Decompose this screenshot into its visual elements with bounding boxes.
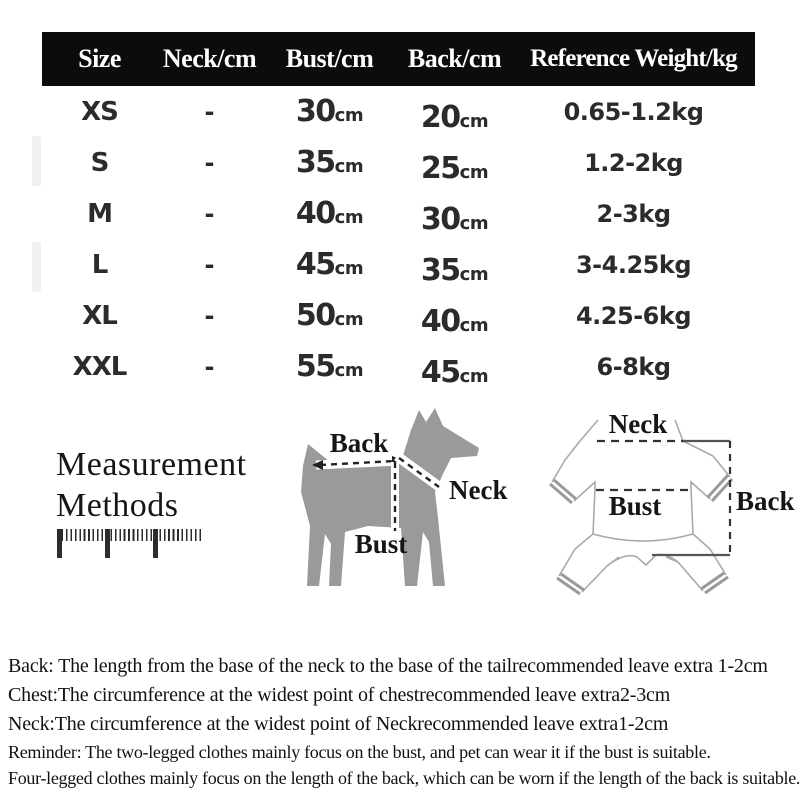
garment-back-label: Back	[736, 486, 795, 516]
row-neck: -	[204, 97, 215, 126]
measurement-notes	[8, 652, 800, 791]
note-back: Back: The length from the base of the neck to the base of the tailrecommended leave extra 1-2cm	[8, 655, 768, 677]
garment-bust-label: Bust	[608, 491, 662, 521]
row-bust: 30cm	[295, 94, 364, 129]
table-row	[42, 239, 755, 290]
row-weight: 0.65-1.2kg	[563, 97, 704, 126]
ruler-icon	[57, 529, 204, 559]
scan-artifact	[32, 242, 41, 292]
note-reminder: Reminder: The two-legged clothes mainly focus on the bust, and pet can wear it if the bust is suitable.	[8, 742, 711, 762]
header-weight: Reference Weight/kg	[530, 45, 737, 72]
header-bust: Bust/cm	[285, 44, 374, 73]
row-neck: -	[204, 148, 215, 177]
row-back: 20cm	[420, 100, 489, 135]
row-bust: 40cm	[295, 196, 364, 231]
dog-bust-label: Bust	[354, 529, 408, 559]
row-bust: 45cm	[295, 247, 364, 282]
table-row	[42, 290, 755, 341]
note-neck: Neck:The circumference at the widest point of Neckrecommended leave extra1-2cm	[8, 713, 669, 735]
row-size: XL	[82, 300, 117, 331]
row-size: L	[91, 249, 108, 280]
row-bust: 55cm	[295, 349, 364, 384]
table-row	[42, 188, 755, 239]
header-neck: Neck/cm	[162, 44, 257, 73]
measurement-methods-line1: Measurement	[56, 446, 247, 483]
row-back: 45cm	[420, 355, 489, 390]
row-back: 40cm	[420, 304, 489, 339]
table-row	[42, 86, 755, 137]
measurement-methods-title	[56, 444, 247, 526]
row-size: XS	[81, 96, 118, 127]
row-weight: 2-3kg	[596, 199, 671, 228]
row-back: 30cm	[420, 202, 489, 237]
row-back: 35cm	[420, 253, 489, 288]
row-size: XXL	[72, 351, 127, 382]
row-size: S	[90, 147, 109, 178]
row-weight: 6-8kg	[596, 352, 671, 381]
row-bust: 35cm	[295, 145, 364, 180]
row-weight: 3-4.25kg	[575, 250, 691, 279]
header-size: Size	[78, 44, 121, 73]
dog-back-label: Back	[329, 428, 389, 458]
row-bust: 50cm	[295, 298, 364, 333]
table-row	[42, 137, 755, 188]
row-neck: -	[204, 250, 215, 279]
garment-neck-label: Neck	[608, 409, 668, 439]
scan-artifact	[32, 136, 41, 186]
row-weight: 4.25-6kg	[575, 301, 691, 330]
garment-measurement-diagram	[545, 398, 795, 600]
row-neck: -	[204, 199, 215, 228]
table-row	[42, 341, 755, 392]
header-back: Back/cm	[407, 44, 502, 73]
dog-neck-label: Neck	[449, 475, 508, 505]
size-table	[42, 32, 755, 392]
measurement-methods-line2: Methods	[56, 487, 179, 524]
size-table-header	[42, 32, 755, 86]
row-neck: -	[204, 352, 215, 381]
row-weight: 1.2-2kg	[584, 148, 683, 177]
row-size: M	[87, 198, 112, 229]
dog-measurement-diagram	[283, 400, 533, 595]
note-chest: Chest:The circumference at the widest point of chestrecommended leave extra2-3cm	[8, 684, 671, 706]
note-fourleg: Four-legged clothes mainly focus on the length of the back, which can be worn if the length of the back is suitable.	[8, 768, 800, 788]
row-neck: -	[204, 301, 215, 330]
row-back: 25cm	[420, 151, 489, 186]
